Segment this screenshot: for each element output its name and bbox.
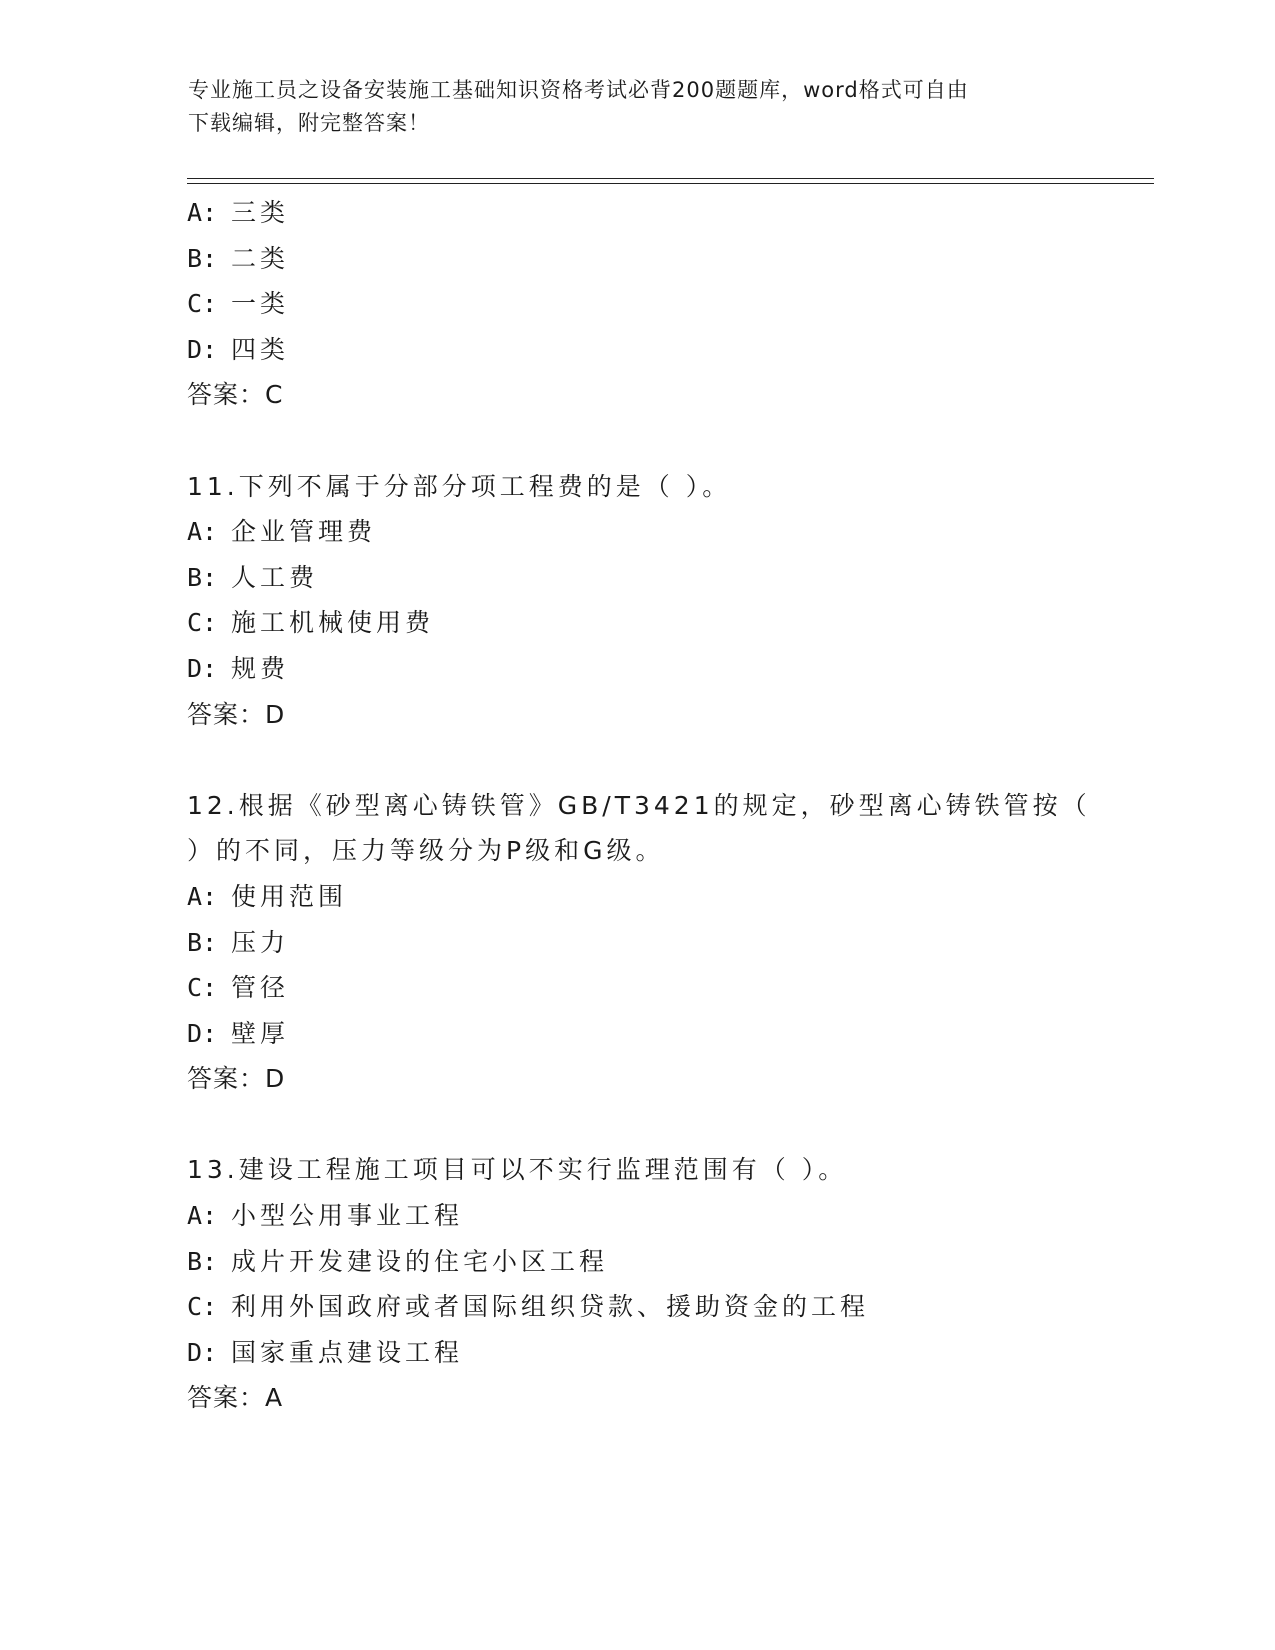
option-text: 一类 [231, 289, 290, 319]
option-text: 壁厚 [231, 1018, 290, 1048]
option-text: 施工机械使用费 [231, 608, 435, 638]
spacer [187, 737, 1147, 783]
option-d [187, 646, 1147, 692]
option-d [187, 327, 1147, 373]
option-text: 管径 [231, 973, 290, 1003]
option-a [187, 190, 1147, 236]
option-text: 国家重点建设工程 [231, 1337, 464, 1367]
header-line-1: 专业施工员之设备安装施工基础知识资格考试必背200题题库，word格式可自由 [188, 78, 969, 102]
option-label: A: [187, 881, 218, 911]
option-label: B: [187, 1246, 218, 1276]
option-d [187, 1011, 1147, 1057]
question-stem: 11.下列不属于分部分项工程费的是（ ）。 [187, 471, 732, 501]
option-label: C: [187, 973, 218, 1003]
option-label: C: [187, 289, 218, 319]
answer-line: 答案：D [187, 1064, 286, 1094]
option-text: 二类 [231, 243, 290, 273]
option-text: 压力 [231, 927, 290, 957]
option-c [187, 1284, 1147, 1330]
option-a [187, 874, 1147, 920]
option-label: B: [187, 562, 218, 592]
option-text: 利用外国政府或者国际组织贷款、援助资金的工程 [231, 1292, 870, 1322]
header-rule-top [187, 178, 1154, 179]
option-c [187, 600, 1147, 646]
header-rule-bottom [187, 183, 1154, 184]
option-c [187, 281, 1147, 327]
question-block-13 [187, 1147, 1147, 1421]
option-label: C: [187, 1292, 218, 1322]
answer-line: 答案：D [187, 699, 286, 729]
option-b [187, 920, 1147, 966]
option-b [187, 555, 1147, 601]
question-block-prev [187, 190, 1147, 418]
option-c [187, 965, 1147, 1011]
option-label: A: [187, 1201, 218, 1231]
answer-line: 答案：C [187, 380, 284, 410]
option-b [187, 236, 1147, 282]
option-text: 三类 [231, 198, 290, 227]
spacer [187, 1102, 1147, 1148]
question-block-11 [187, 464, 1147, 738]
question-stem-line-2: ）的不同，压力等级分为P级和G级。 [187, 836, 665, 866]
option-label: A: [187, 198, 218, 227]
option-d [187, 1330, 1147, 1376]
question-list [187, 190, 1147, 1421]
option-label: B: [187, 927, 218, 957]
option-text: 使用范围 [231, 881, 348, 911]
option-label: A: [187, 517, 218, 547]
option-label: B: [187, 243, 218, 273]
option-label: D: [187, 653, 218, 683]
question-block-12 [187, 783, 1147, 1102]
header-line-2: 下载编辑，附完整答案！ [188, 111, 430, 135]
option-text: 人工费 [231, 562, 319, 592]
option-b [187, 1239, 1147, 1285]
option-text: 企业管理费 [231, 517, 377, 547]
option-a [187, 1193, 1147, 1239]
answer-line: 答案：A [187, 1383, 284, 1413]
question-stem-line-1: 12.根据《砂型离心铸铁管》GB/T3421的规定，砂型离心铸铁管按（ [187, 790, 1091, 820]
option-label: C: [187, 608, 218, 638]
option-label: D: [187, 1337, 218, 1367]
option-text: 规费 [231, 653, 290, 683]
option-text: 成片开发建设的住宅小区工程 [231, 1246, 609, 1276]
question-stem: 13.建设工程施工项目可以不实行监理范围有（ ）。 [187, 1155, 848, 1185]
spacer [187, 418, 1147, 464]
option-text: 四类 [231, 334, 290, 364]
document-header [188, 74, 1088, 140]
option-a [187, 509, 1147, 555]
option-label: D: [187, 1018, 218, 1048]
option-text: 小型公用事业工程 [231, 1201, 464, 1231]
option-label: D: [187, 334, 218, 364]
